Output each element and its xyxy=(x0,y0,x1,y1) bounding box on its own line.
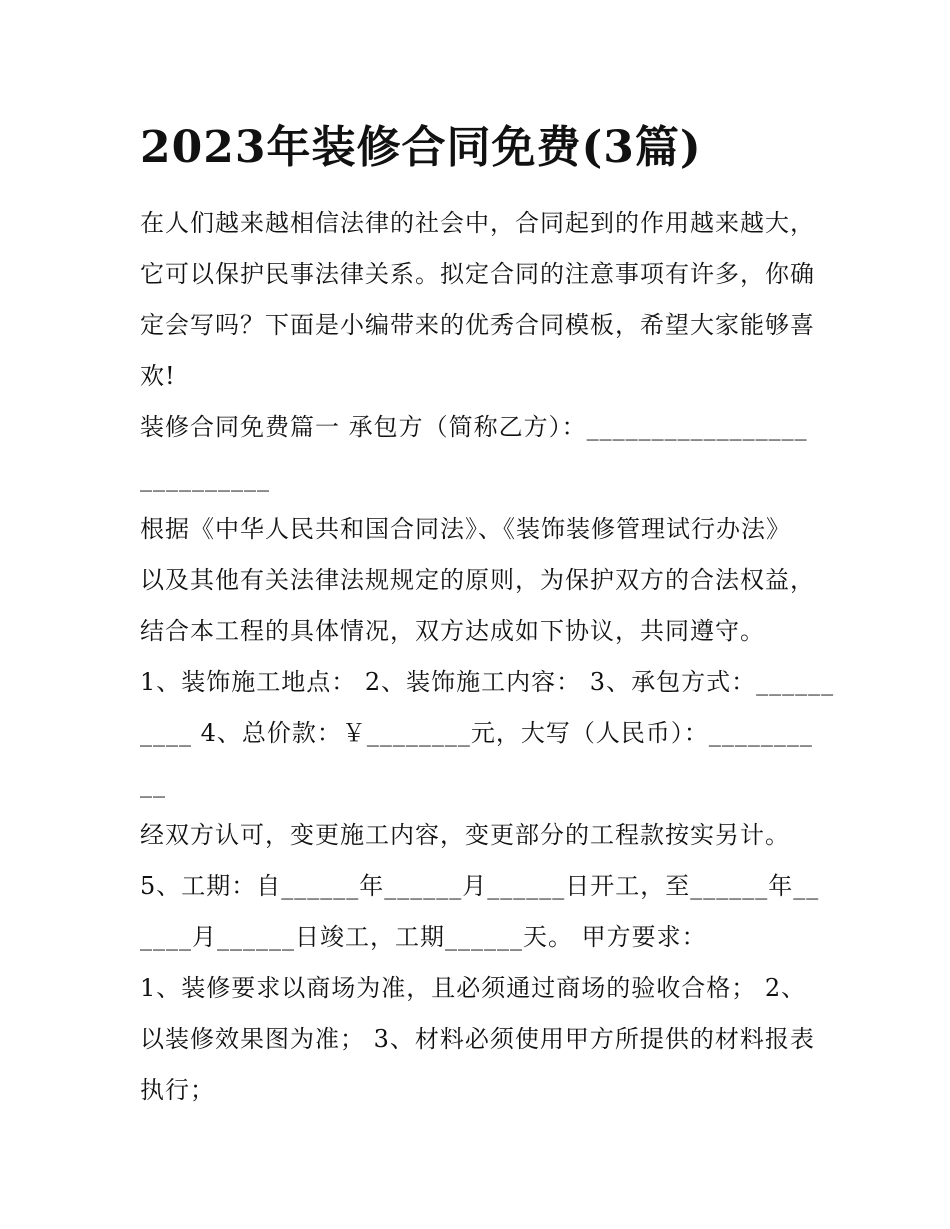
intro-paragraph: 在人们越来越相信法律的社会中，合同起到的作用越来越大，它可以保护民事法律关系。拟定合同的注意事项有许多，你确定会写吗？下面是小编带来的优秀合同模板，希望大家能够喜欢! xyxy=(140,209,815,390)
contractor-blank-line: __________ xyxy=(140,464,270,492)
clause-location-content-line: 1、装饰施工地点： 2、装饰施工内容： 3、承包方式：______ xyxy=(140,668,835,696)
contractor-line: 装修合同免费篇一 承包方（简称乙方）：_________________ xyxy=(140,413,808,441)
schedule-line-1: 5、工期：自______年______月______日开工，至______年__ xyxy=(140,872,820,900)
document-title: 2023年装修合同免费(3篇) xyxy=(140,122,702,173)
document-body xyxy=(140,198,835,1116)
clause-price-blank-line: __ xyxy=(140,770,166,798)
change-terms-paragraph: 经双方认可，变更施工内容，变更部分的工程款按实另计。 xyxy=(140,821,790,849)
schedule-line-2: ____月______日竣工，工期______天。 甲方要求： xyxy=(140,923,707,951)
clause-price-line: ____ 4、总价款：￥________元，大写（人民币）：________ xyxy=(140,719,813,747)
legal-basis-paragraph: 根据《中华人民共和国合同法》、《装饰装修管理试行办法》以及其他有关法律法规规定的原则，为保护双方的合法权益，结合本工程的具体情况，双方达成如下协议，共同遵守。 xyxy=(140,515,815,645)
requirements-paragraph: 1、装修要求以商场为准，且必须通过商场的验收合格； 2、以装修效果图为准； 3、材料必须使用甲方所提供的材料报表执行； xyxy=(140,974,815,1104)
